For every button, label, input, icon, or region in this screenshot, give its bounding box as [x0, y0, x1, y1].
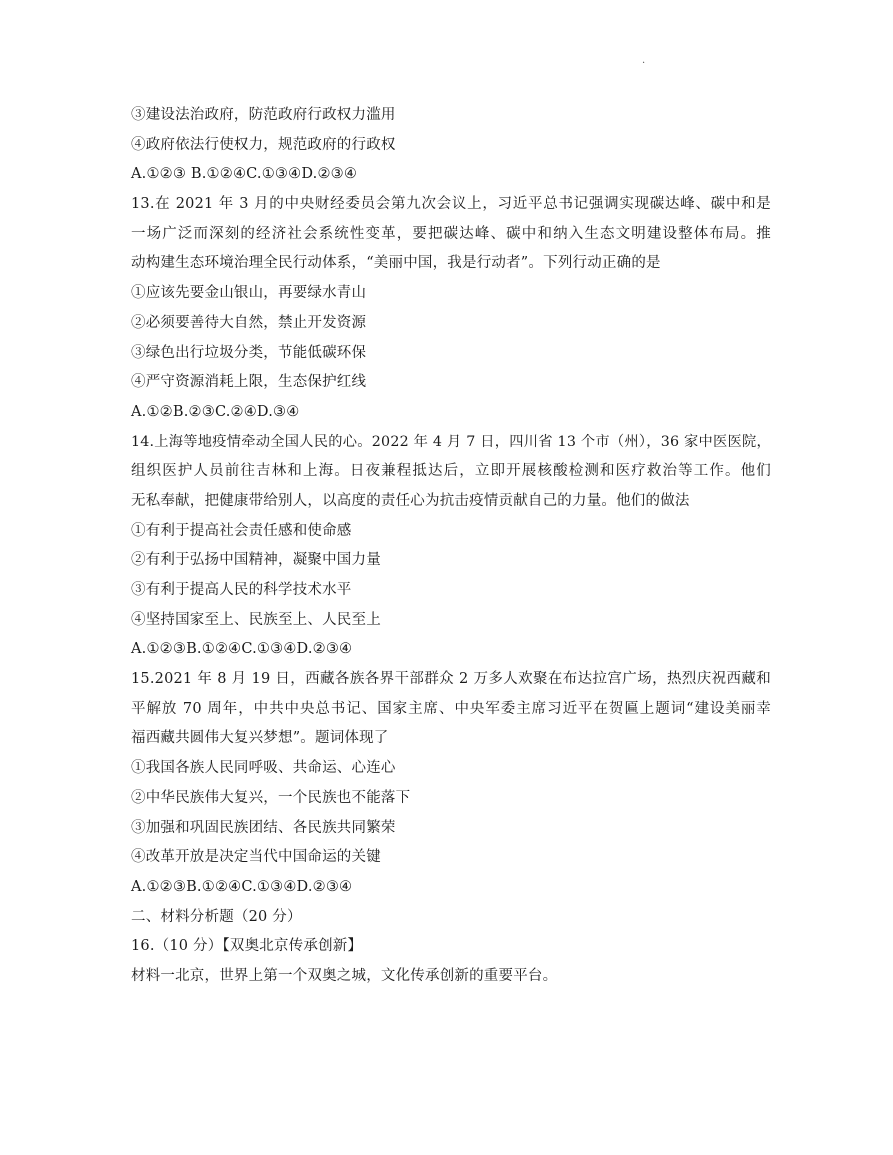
document-body	[131, 101, 771, 992]
question-15-option: ③加强和巩固民族团结、各民族共同繁荣	[131, 819, 396, 836]
question-13-option: ④严守资源消耗上限，生态保护红线	[131, 374, 367, 391]
question-14-stem-line: 组织医护人员前往吉林和上海。日夜兼程抵达后，立即开展核酸检测和医疗救治等工作。他们	[131, 463, 771, 480]
section-heading: 二、材料分析题（20 分）	[131, 908, 302, 925]
question-15-stem-line: 15.2021 年 8 月 19 日，西藏各族各界干部群众 2 万多人欢聚在布达拉宫广场，热烈庆祝西藏和	[131, 671, 771, 688]
question-15-answer-choices: A.①②③B.①②④C.①③④D.②③④	[131, 878, 353, 895]
question-13-option: ③绿色出行垃圾分类，节能低碳环保	[131, 344, 367, 361]
question-14-option: ②有利于弘扬中国精神，凝聚中国力量	[131, 552, 381, 569]
option-line: ④政府依法行使权力，规范政府的行政权	[131, 136, 396, 153]
question-14-option: ③有利于提高人民的科学技术水平	[131, 582, 352, 598]
question-15-option: ①我国各族人民同呼吸、共命运、心连心	[131, 760, 396, 777]
option-line: ③建设法治政府，防范政府行政权力滥用	[131, 107, 396, 123]
question-15-option: ④改革开放是决定当代中国命运的关键	[131, 849, 381, 866]
question-13-answer-choices: A.①②B.②③C.②④D.③④	[131, 403, 300, 420]
question-14-option: ①有利于提高社会责任感和使命感	[131, 522, 352, 539]
question-13-stem-line: 一场广泛而深刻的经济社会系统性变革，要把碳达峰、碳中和纳入生态文明建设整体布局。推	[131, 225, 771, 242]
question-15-option: ②中华民族伟大复兴，一个民族也不能落下	[131, 789, 411, 806]
question-15-stem-line: 平解放 70 周年，中共中央总书记、国家主席、中央军委主席习近平在贺匾上题词“建设美丽幸	[131, 700, 771, 717]
question-13-stem-line: 13.在 2021 年 3 月的中央财经委员会第九次会议上，习近平总书记强调实现碳达峰、碳中和是	[131, 196, 771, 213]
material-one-text: 材料一北京，世界上第一个双奥之城，文化传承创新的重要平台。	[131, 967, 558, 984]
question-13-stem-line: 动构建生态环境治理全民行动体系，“美丽中国，我是行动者”。下列行动正确的是	[131, 255, 661, 272]
question-13-option: ②必须要善待大自然，禁止开发资源	[131, 314, 367, 331]
answer-choices-line: A.①②③ B.①②④C.①③④D.②③④	[131, 166, 358, 183]
question-14-stem-line: 无私奉献，把健康带给别人，以高度的责任心为抗击疫情贡献自己的力量。他们的做法	[131, 492, 690, 509]
question-14-stem-line: 14.上海等地疫情牵动全国人民的心。2022 年 4 月 7 日，四川省 13 个市（州），36 家中医医院，	[131, 433, 771, 450]
question-16-title: 16.（10 分）【双奥北京传承创新】	[131, 938, 363, 955]
question-13-option: ①应该先要金山银山，再要绿水青山	[131, 285, 367, 302]
question-15-stem-line: 福西藏共圆伟大复兴梦想”。题词体现了	[131, 730, 389, 747]
question-14-option: ④坚持国家至上、民族至上、人民至上	[131, 611, 381, 628]
question-14-answer-choices: A.①②③B.①②④C.①③④D.②③④	[131, 641, 353, 658]
header-mark: .	[642, 55, 646, 66]
